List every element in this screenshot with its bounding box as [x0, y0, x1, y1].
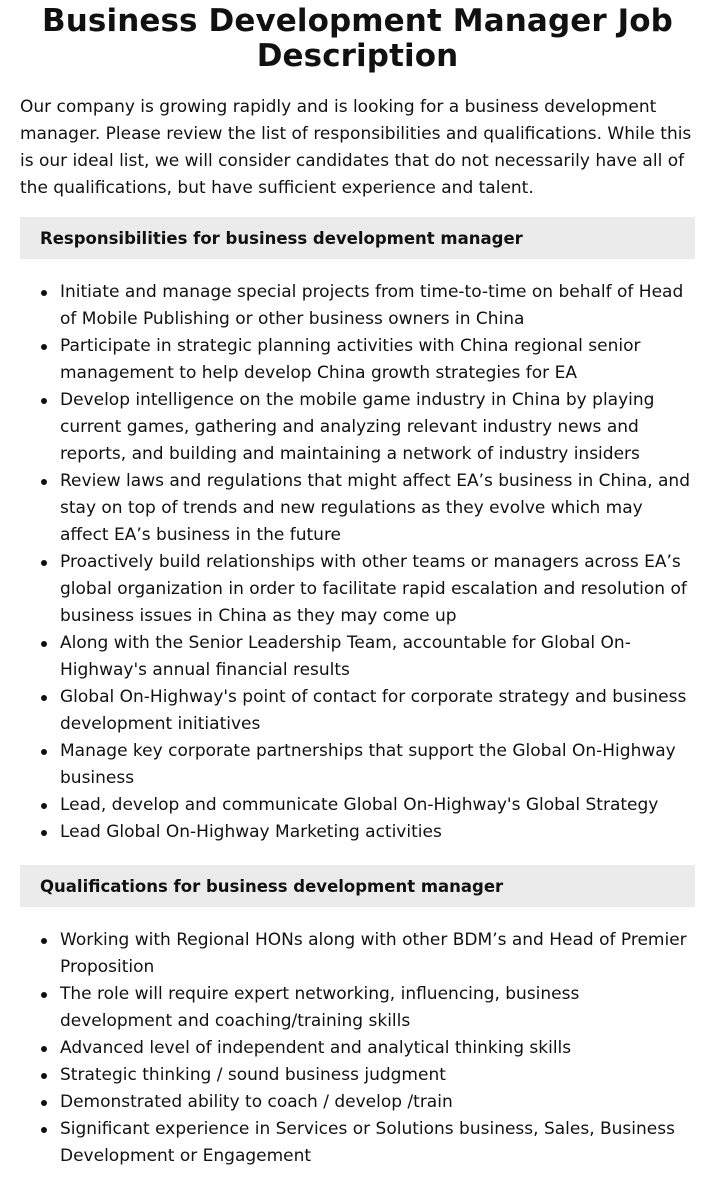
section-spacer [20, 846, 695, 865]
bullet-icon [41, 344, 47, 350]
bullet-icon [41, 1073, 47, 1079]
responsibilities-header [20, 217, 695, 259]
list-item [20, 1089, 695, 1116]
responsibilities-list [20, 279, 695, 846]
qualifications-heading: Qualifications for business development manager [40, 876, 504, 896]
list-item [20, 792, 695, 819]
list-item-text: Advanced level of independent and analytical thinking skills [60, 1038, 572, 1058]
list-item [20, 1035, 695, 1062]
list-item [20, 1116, 695, 1170]
list-item-text: Lead Global On-Highway Marketing activities [60, 822, 442, 842]
list-item [20, 981, 695, 1035]
job-description-page [0, 4, 720, 1204]
bullet-icon [41, 479, 47, 485]
list-item-text: Global On-Highway's point of contact for corporate strategy and business development initiatives [60, 687, 687, 734]
list-item-text: Working with Regional HONs along with other BDM’s and Head of Premier Proposition [60, 930, 687, 977]
list-item-text: Lead, develop and communicate Global On-Highway's Global Strategy [60, 795, 659, 815]
list-item [20, 684, 695, 738]
list-item [20, 279, 695, 333]
list-item [20, 927, 695, 981]
list-item-text: Demonstrated ability to coach / develop /train [60, 1092, 453, 1112]
list-item-text: Along with the Senior Leadership Team, accountable for Global On-Highway's annual financial results [60, 633, 631, 680]
list-item [20, 1062, 695, 1089]
list-item [20, 468, 695, 549]
bullet-icon [41, 830, 47, 836]
qualifications-header [20, 865, 695, 907]
list-item [20, 387, 695, 468]
bullet-icon [41, 560, 47, 566]
bullet-icon [41, 695, 47, 701]
bullet-icon [41, 803, 47, 809]
list-item-text: Significant experience in Services or Solutions business, Sales, Business Development or Engagement [60, 1119, 675, 1166]
bullet-icon [41, 938, 47, 944]
bullet-icon [41, 1127, 47, 1133]
list-item-text: Develop intelligence on the mobile game industry in China by playing current games, gathering and analyzing relevant industry news and reports, and building and maintaining a network of industry insiders [60, 390, 655, 464]
list-item [20, 549, 695, 630]
list-item [20, 819, 695, 846]
responsibilities-heading: Responsibilities for business development manager [40, 228, 523, 248]
bullet-icon [41, 641, 47, 647]
bullet-icon [41, 290, 47, 296]
page-title: Business Development Manager Job Description [42, 3, 673, 74]
list-item-text: Proactively build relationships with other teams or managers across EA’s global organization in order to facilitate rapid escalation and resolution of business issues in China as they may come up [60, 552, 687, 626]
list-item [20, 630, 695, 684]
bullet-icon [41, 992, 47, 998]
bullet-icon [41, 1046, 47, 1052]
list-item-text: Participate in strategic planning activities with China regional senior management to help develop China growth strategies for EA [60, 336, 641, 383]
list-item-text: Strategic thinking / sound business judgment [60, 1065, 446, 1085]
list-item [20, 333, 695, 387]
bullet-icon [41, 749, 47, 755]
list-item-text: Review laws and regulations that might affect EA’s business in China, and stay on top of trends and new regulations as they evolve which may affect EA’s business in the future [60, 471, 690, 545]
list-item-text: The role will require expert networking, influencing, business development and coaching/training skills [60, 984, 580, 1031]
qualifications-list [20, 927, 695, 1170]
intro-paragraph: Our company is growing rapidly and is looking for a business development manager. Please review the list of responsibilities and qualifications. While this is our ideal list, we will consider candidates that do not necessarily have all of the qualifications, but have sufficient experience and talent. [20, 97, 692, 198]
list-item-text: Initiate and manage special projects from time-to-time on behalf of Head of Mobile Publishing or other business owners in China [60, 282, 684, 329]
list-item-text: Manage key corporate partnerships that support the Global On-Highway business [60, 741, 676, 788]
list-item [20, 738, 695, 792]
bullet-icon [41, 398, 47, 404]
bullet-icon [41, 1100, 47, 1106]
